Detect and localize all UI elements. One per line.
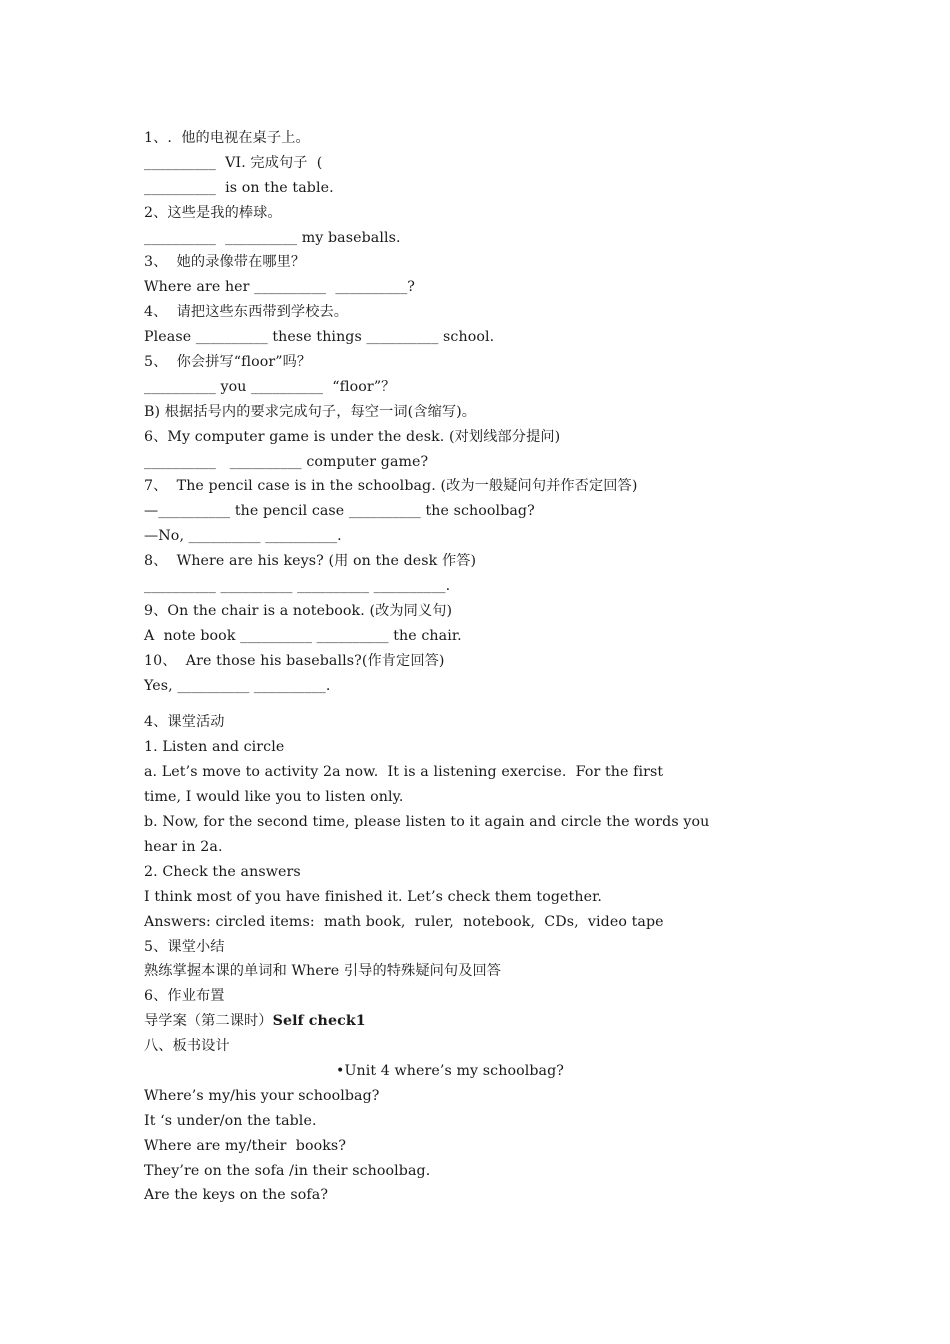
section-4-heading: 4、课堂活动: [144, 714, 225, 731]
exercise-line-4: 2、这些是我的棒球。: [144, 204, 282, 221]
activity-line-5: hear in 2a.: [144, 838, 223, 855]
board-line-2: It ‘s under/on the table.: [144, 1112, 317, 1129]
exercise-line-18: 8、 Where are his keys? (用 on the desk 作答): [144, 553, 477, 570]
activity-line-3: time, I would like you to listen only.: [144, 789, 404, 806]
exercise-line-16: —__________ the pencil case __________ the schoolbag?: [144, 503, 535, 520]
activity-line-4: b. Now, for the second time, please listen to it again and circle the words you: [144, 814, 710, 831]
activity-line-7: I think most of you have finished it. Let’s check them together.: [144, 888, 603, 905]
document-page: [144, 126, 824, 1208]
activity-line-2: a. Let’s move to activity 2a now. It is a listening exercise. For the first: [144, 764, 664, 781]
board-line-3: Where are my/their books?: [144, 1137, 347, 1154]
exercise-line-2: __________ VI. 完成句子 (: [144, 154, 323, 171]
board-line-1: Where’s my/his your schoolbag?: [144, 1087, 380, 1104]
exercise-line-20: 9、On the chair is a notebook. (改为同义句): [144, 602, 453, 619]
exercise-line-7: Where are her __________ __________?: [144, 279, 415, 296]
exercise-line-17: —No, __________ __________.: [144, 528, 342, 545]
board-line-5: Are the keys on the sofa?: [144, 1187, 329, 1204]
exercise-line-19: __________ __________ __________ __________.: [144, 578, 451, 595]
section-6-heading: 6、作业布置: [144, 988, 225, 1005]
exercise-line-3: __________ is on the table.: [144, 179, 334, 196]
answers-line: Answers: circled items: math book, ruler, notebook, CDs, video tape: [144, 913, 664, 930]
homework-bold-text: Self check1: [272, 1013, 366, 1030]
exercise-line-5: __________ __________ my baseballs.: [144, 229, 401, 246]
board-design-heading: 八、板书设计: [144, 1038, 230, 1055]
homework-line: [144, 1009, 824, 1034]
exercise-line-8: 4、 请把这些东西带到学校去。: [144, 304, 349, 321]
exercise-line-22: 10、 Are those his baseballs?(作肯定回答): [144, 652, 445, 669]
section-b-heading: B) 根据括号内的要求完成句子，每空一词(含缩写)。: [144, 403, 477, 420]
exercise-line-10: 5、 你会拼写“floor”吗？: [144, 354, 312, 371]
exercise-line-15: 7、 The pencil case is in the schoolbag. (改为一般疑问句并作否定回答): [144, 478, 638, 495]
exercise-line-23: Yes, __________ __________.: [144, 677, 331, 694]
homework-prefix: 导学案（第二课时）: [144, 1013, 273, 1030]
board-line-4: They’re on the sofa /in their schoolbag.: [144, 1162, 431, 1179]
activity-line-1: 1. Listen and circle: [144, 739, 285, 756]
section-gap: [144, 698, 824, 710]
exercise-line-11: __________ you __________ “floor”？: [144, 378, 396, 395]
exercise-line-6: 3、 她的录像带在哪里？: [144, 254, 306, 271]
exercise-line-1: 1、. 他的电视在桌子上。: [144, 130, 310, 146]
exercise-line-13: 6、My computer game is under the desk. (对划线部分提问): [144, 428, 561, 445]
activity-line-6: 2. Check the answers: [144, 863, 301, 880]
exercise-line-14: __________ __________ computer game?: [144, 453, 429, 470]
summary-line: 熟练掌握本课的单词和 Where 引导的特殊疑问句及回答: [144, 963, 502, 980]
board-title: •Unit 4 where’s my schoolbag?: [336, 1062, 564, 1079]
exercise-line-9: Please __________ these things __________ school.: [144, 329, 495, 346]
section-5-heading: 5、课堂小结: [144, 938, 225, 955]
exercise-line-21: A note book __________ __________ the chair.: [144, 627, 462, 644]
